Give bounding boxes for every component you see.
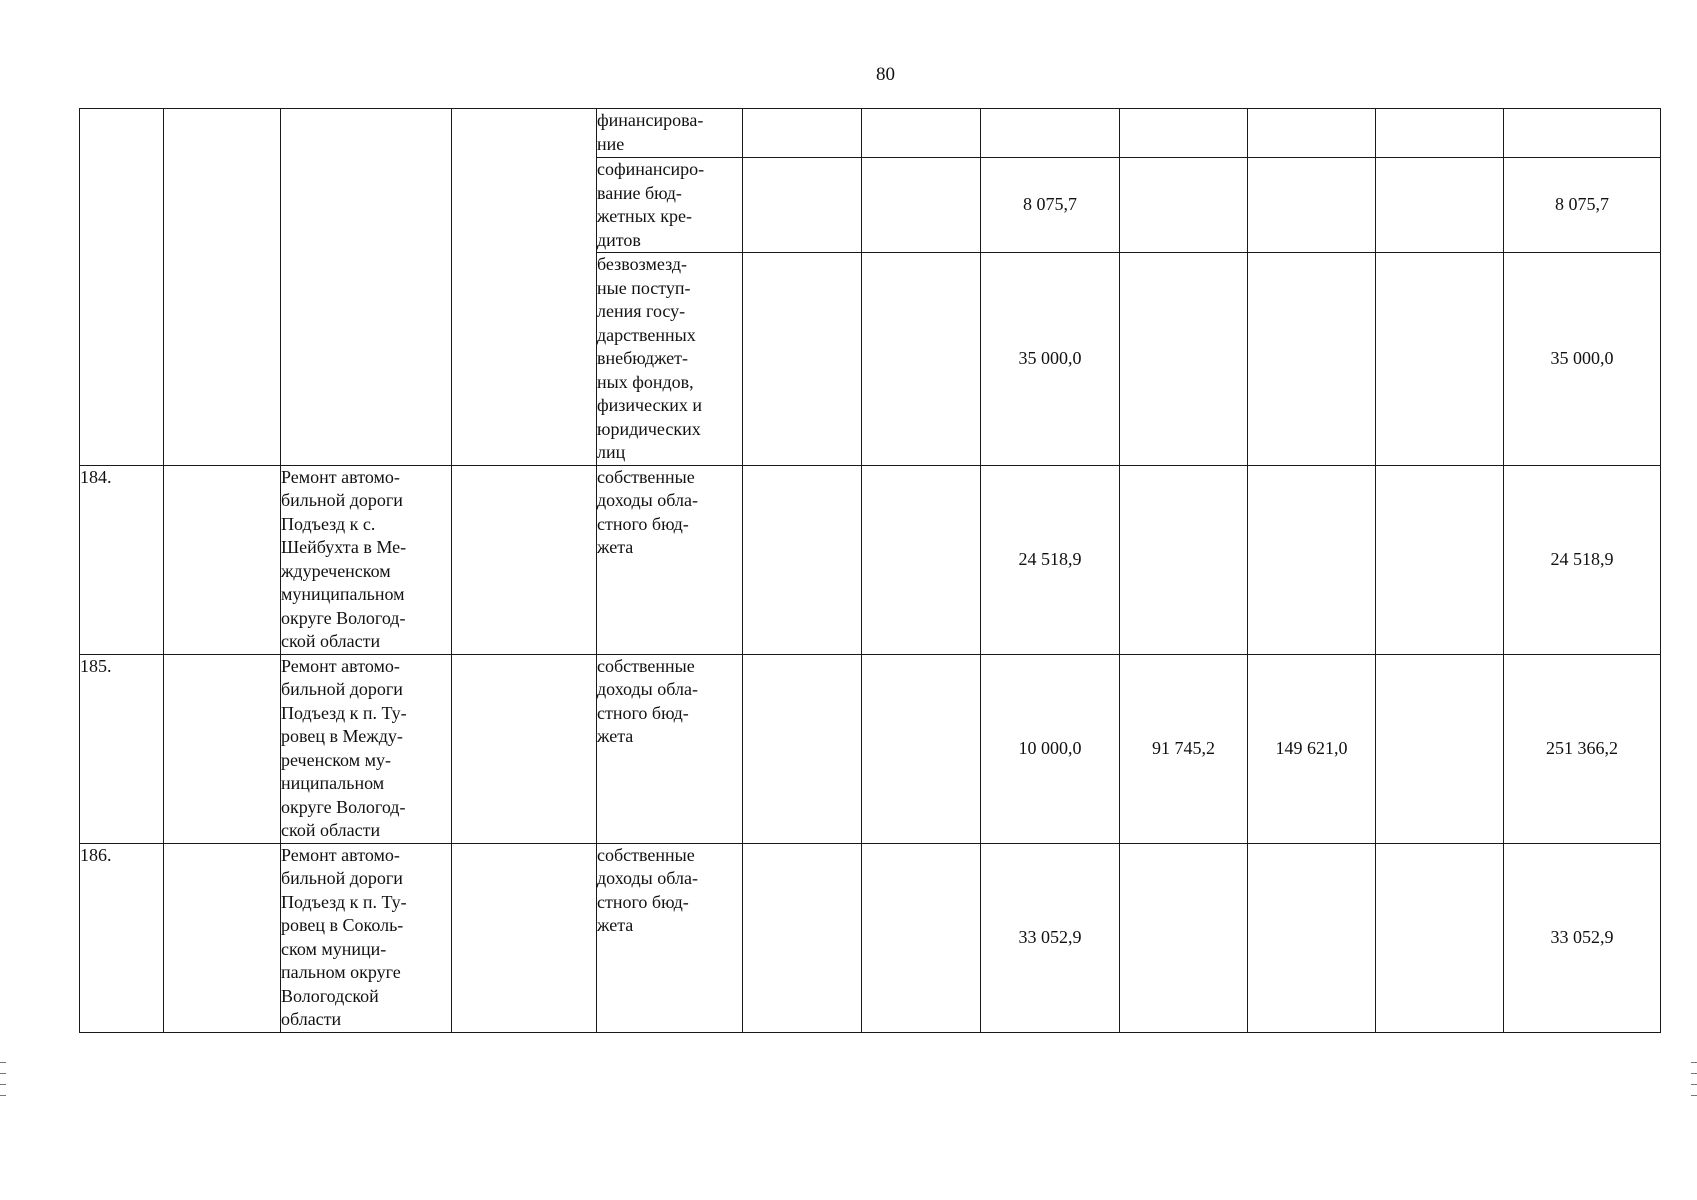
cell-empty [1248, 109, 1376, 158]
cell-value-2026 [1376, 465, 1504, 654]
cell-value-2025 [1248, 843, 1376, 1032]
table-row [80, 843, 1661, 1032]
cell-source [597, 158, 743, 253]
cell-empty [1248, 158, 1376, 253]
cell-source [597, 843, 743, 1032]
cell-source [597, 253, 743, 466]
table-row [80, 465, 1661, 654]
cell-total: 33 052,9 [1504, 843, 1661, 1032]
cell-empty [743, 158, 862, 253]
cell-value-2025: 149 621,0 [1248, 654, 1376, 843]
cell-source [597, 654, 743, 843]
cell-executor [452, 843, 597, 1032]
object-name: Ремонт автомо- бильной дороги Подъезд к с. Шейбухта в Ме- ждуреченском муниципальном округе Вологод- ской области [281, 466, 407, 651]
source-text: собственные доходы обла- стного бюд- жета [597, 844, 698, 935]
cell-num [80, 109, 164, 466]
cell-value-2023: 35 000,0 [981, 253, 1120, 466]
cell-num: 185. [80, 654, 164, 843]
cell-empty [1120, 158, 1248, 253]
source-text: финансирова- ние [597, 110, 704, 154]
cell-value-2023: 8 075,7 [981, 158, 1120, 253]
cell-empty [1120, 253, 1248, 466]
cell-num: 184. [80, 465, 164, 654]
cell-total: 35 000,0 [1504, 253, 1661, 466]
cell-empty [981, 109, 1120, 158]
cell-name [281, 843, 452, 1032]
cell-source [597, 109, 743, 158]
scan-margin-mark-left [0, 1062, 6, 1096]
cell-empty [1504, 109, 1661, 158]
cell-value-2025 [1248, 465, 1376, 654]
cell-source [597, 465, 743, 654]
source-text: софинансиро- вание бюд- жетных кре- дитов [597, 159, 705, 250]
cell-value-2024: 91 745,2 [1120, 654, 1248, 843]
cell-name [281, 654, 452, 843]
cell-executor [452, 109, 597, 466]
cell-value-2023: 24 518,9 [981, 465, 1120, 654]
cell-value-2026 [1376, 843, 1504, 1032]
object-name: Ремонт автомо- бильной дороги Подъезд к п. Ту- ровец в Соколь- ском муници- пальном округе Вологодской области [281, 844, 407, 1029]
source-text: собственные доходы обла- стного бюд- жета [597, 655, 698, 746]
source-text: безвозмезд- ные поступ- ления госу- дарственных внебюджет- ных фондов, физических и юридических лиц [597, 254, 703, 462]
scan-margin-mark-right [1691, 1062, 1697, 1096]
cell-empty [1376, 109, 1504, 158]
cell-name [281, 109, 452, 466]
source-text: собственные доходы обла- стного бюд- жета [597, 466, 698, 557]
cell-empty [1120, 109, 1248, 158]
cell-empty [862, 109, 981, 158]
cell-empty [862, 654, 981, 843]
cell-code [164, 843, 281, 1032]
cell-empty [1376, 158, 1504, 253]
cell-total: 24 518,9 [1504, 465, 1661, 654]
cell-empty [743, 253, 862, 466]
cell-value-2023: 33 052,9 [981, 843, 1120, 1032]
cell-value-2024 [1120, 465, 1248, 654]
cell-value-2026 [1376, 654, 1504, 843]
cell-empty [743, 109, 862, 158]
cell-executor [452, 465, 597, 654]
cell-num: 186. [80, 843, 164, 1032]
table-row [80, 654, 1661, 843]
object-name: Ремонт автомо- бильной дороги Подъезд к п. Ту- ровец в Между- реченском му- ниципальном округе Вологод- ской области [281, 655, 407, 840]
table-row [80, 109, 1661, 158]
cell-code [164, 109, 281, 466]
page-number: 80 [876, 64, 895, 85]
funding-table [79, 108, 1661, 1033]
cell-empty [1248, 253, 1376, 466]
cell-empty [743, 843, 862, 1032]
cell-empty [743, 654, 862, 843]
cell-empty [862, 253, 981, 466]
cell-executor [452, 654, 597, 843]
cell-empty [862, 465, 981, 654]
cell-code [164, 654, 281, 843]
cell-value-2023: 10 000,0 [981, 654, 1120, 843]
cell-name [281, 465, 452, 654]
cell-empty [743, 465, 862, 654]
cell-empty [862, 158, 981, 253]
cell-empty [1376, 253, 1504, 466]
cell-total: 251 366,2 [1504, 654, 1661, 843]
cell-total: 8 075,7 [1504, 158, 1661, 253]
cell-value-2024 [1120, 843, 1248, 1032]
cell-empty [862, 843, 981, 1032]
cell-code [164, 465, 281, 654]
